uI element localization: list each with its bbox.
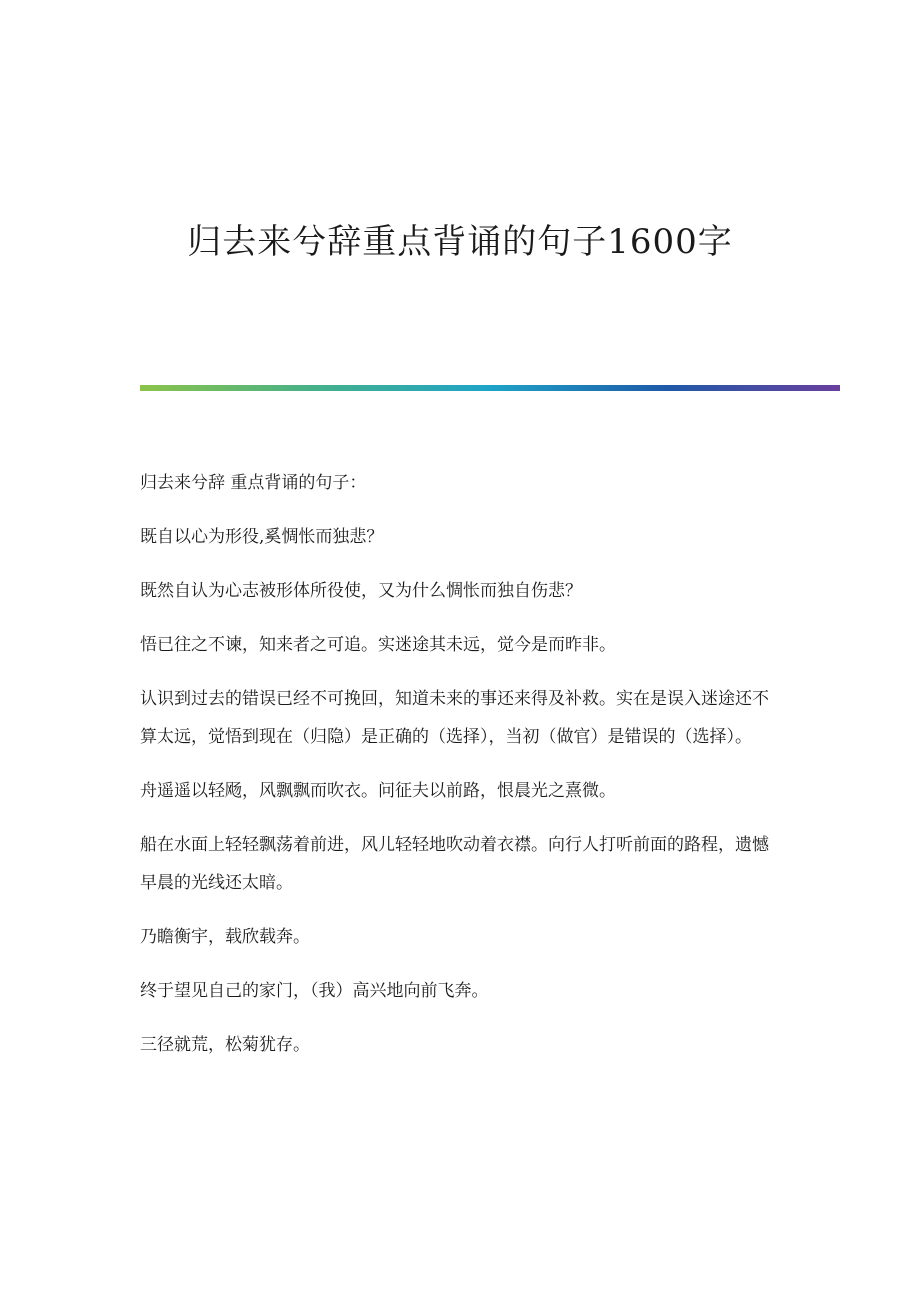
- gradient-divider: [140, 385, 840, 391]
- document-body: [140, 464, 780, 1080]
- paragraph: 既然自认为心志被形体所役使，又为什么惆怅而独自伤悲？: [140, 581, 582, 601]
- paragraph: 归去来兮辞 重点背诵的句子：: [140, 473, 367, 493]
- paragraph: 认识到过去的错误已经不可挽回，知道未来的事还来得及补救。实在是误入迷途还不算太远，觉悟到现在（归隐）是正确的（选择），当初（做官）是错误的（选择）。: [140, 689, 769, 747]
- paragraph: 船在水面上轻轻飘荡着前进，风儿轻轻地吹动着衣襟。向行人打听前面的路程，遗憾早晨的光线还太暗。: [140, 835, 769, 893]
- paragraph: 舟遥遥以轻飏，风飘飘而吹衣。问征夫以前路，恨晨光之熹微。: [140, 781, 616, 801]
- document-title: 归去来兮辞重点背诵的句子1600字: [187, 222, 733, 262]
- paragraph: 悟已往之不谏，知来者之可追。实迷途其未远，觉今是而昨非。: [140, 635, 616, 655]
- paragraph: 三径就荒，松菊犹存。: [140, 1035, 310, 1055]
- paragraph: 终于望见自己的家门，（我）高兴地向前飞奔。: [140, 981, 489, 1001]
- paragraph: 乃瞻衡宇，载欣载奔。: [140, 927, 310, 947]
- paragraph: 既自以心为形役,奚惆怅而独悲？: [140, 527, 384, 547]
